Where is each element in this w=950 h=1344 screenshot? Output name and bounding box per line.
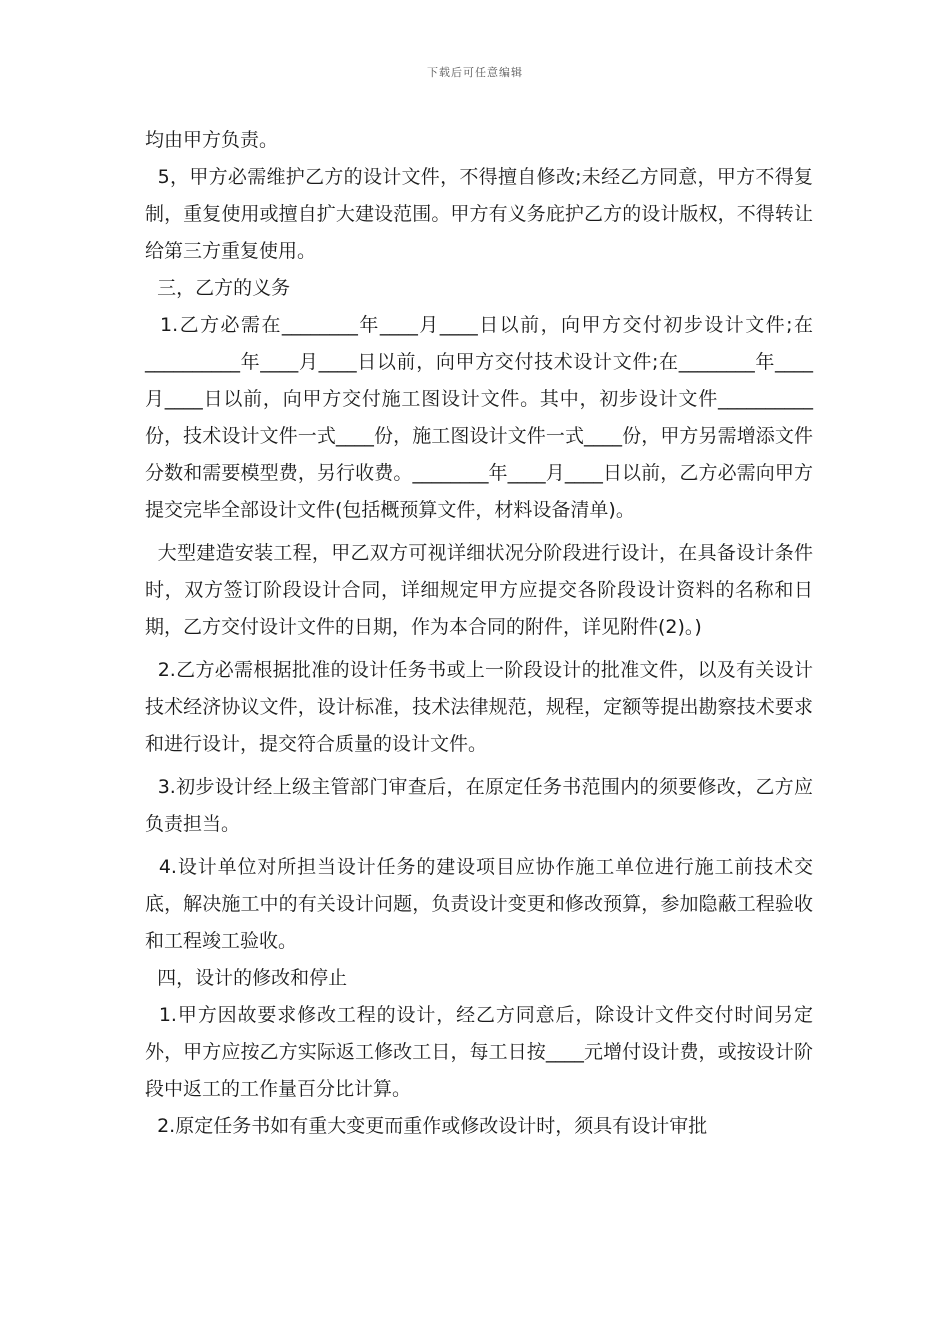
document-body (145, 122, 813, 1145)
header-note: 下载后可任意编辑 (427, 66, 523, 79)
paragraph: 2.乙方必需根据批准的设计任务书或上一阶段设计的批准文件，以及有关设计技术经济协议文件，设计标准，技术法律规范，规程，定额等提出勘察技术要求和进行设计，提交符合质量的设计文件。 (145, 659, 813, 755)
paragraph: 大型建造安装工程，甲乙双方可视详细状况分阶段进行设计，在具备设计条件时，双方签订阶段设计合同，详细规定甲方应提交各阶段设计资料的名称和日期，乙方交付设计文件的日期，作为本合同的附件，详见附件(2)。) (145, 542, 813, 638)
paragraph: 均由甲方负责。 (145, 129, 279, 151)
paragraph: 3.初步设计经上级主管部门审查后，在原定任务书范围内的须要修改，乙方应负责担当。 (145, 776, 813, 835)
section-heading: 三，乙方的义务 (145, 277, 291, 299)
paragraph: 4.设计单位对所担当设计任务的建设项目应协作施工单位进行施工前技术交底，解决施工中的有关设计问题，负责设计变更和修改预算，参加隐蔽工程验收和工程竣工验收。 (145, 856, 813, 952)
paragraph: 5，甲方必需维护乙方的设计文件，不得擅自修改;未经乙方同意，甲方不得复制，重复使用或擅自扩大建设范围。甲方有义务庇护乙方的设计版权，不得转让给第三方重复使用。 (145, 166, 813, 262)
paragraph: 1.甲方因故要求修改工程的设计，经乙方同意后，除设计文件交付时间另定外，甲方应按乙方实际返工修改工日，每工日按____元增付设计费，或按设计阶段中返工的工作量百分比计算。 (145, 1004, 813, 1100)
section-heading: 四，设计的修改和停止 (145, 967, 348, 989)
paragraph: 2.原定任务书如有重大变更而重作或修改设计时，须具有设计审批 (145, 1115, 708, 1137)
paragraph: 1.乙方必需在________年____月____日以前，向甲方交付初步设计文件;在__________年____月____日以前，向甲方交付技术设计文件;在________年____月____日以前，向甲方交付施工图设计文件。其中，初步设计文件__________份，技术设计文件一式____份，施工图设计文件一式____份，甲方另需增添文件分数和需要模型费，另行收费。________年____月____日以前，乙方必需向甲方提交完毕全部设计文件(包括概预算文件，材料设备清单)。 (145, 314, 813, 521)
